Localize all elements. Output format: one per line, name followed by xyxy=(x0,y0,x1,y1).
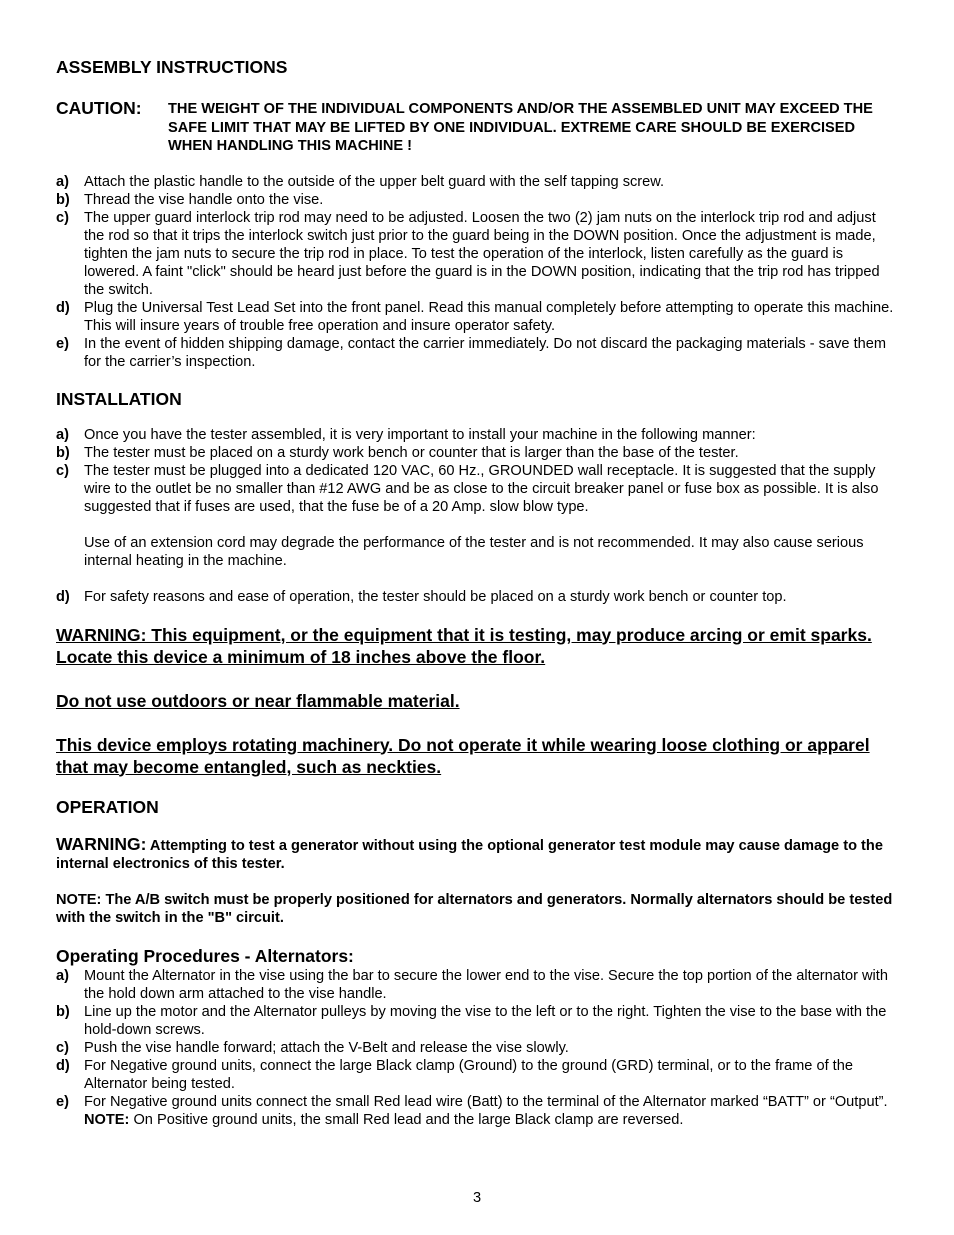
item-letter: a) xyxy=(56,173,69,190)
list-item xyxy=(56,191,898,209)
item-text: The tester must be placed on a sturdy work bench or counter that is larger than the base of the tester. xyxy=(84,444,739,461)
operation-heading: OPERATION xyxy=(56,796,159,817)
item-text: For Negative ground units, connect the large Black clamp (Ground) to the ground (GRD) terminal, or to the frame of the Alternator being tested. xyxy=(84,1057,853,1092)
list-item xyxy=(56,462,898,570)
operation-warning xyxy=(56,835,898,873)
ab-switch-note: NOTE: The A/B switch must be properly positioned for alternators and generators. Normally alternators should be tested with the switch in the "B" circuit. xyxy=(56,891,893,926)
procedures-heading: Operating Procedures - Alternators: xyxy=(56,945,354,966)
item-letter: b) xyxy=(56,444,70,461)
item-text: Line up the motor and the Alternator pulleys by moving the vise to the left or to the right. Tighten the vise to the base with the hold-down screws. xyxy=(84,1003,887,1038)
item-text xyxy=(84,1093,898,1129)
item-letter: a) xyxy=(56,426,69,443)
item-letter: c) xyxy=(56,1039,69,1056)
list-item xyxy=(56,173,898,191)
item-letter: e) xyxy=(56,335,69,352)
item-text: Thread the vise handle onto the vise. xyxy=(84,191,324,208)
list-item xyxy=(56,335,898,371)
installation-list xyxy=(56,426,898,606)
item-text xyxy=(84,462,898,570)
caution-text: THE WEIGHT OF THE INDIVIDUAL COMPONENTS AND/OR THE ASSEMBLED UNIT MAY EXCEED THE SAFE LIMIT THAT MAY BE LIFTED BY ONE INDIVIDUAL. EXTREME CARE SHOULD BE EXERCISED WHEN HANDLING THIS MACHINE ! xyxy=(168,101,873,154)
item-text-body: For Negative ground units connect the small Red lead wire (Batt) to the terminal of the Alternator marked “BATT” or “Output”. xyxy=(84,1093,888,1110)
caution-label: CAUTION: xyxy=(56,98,142,118)
item-text: In the event of hidden shipping damage, contact the carrier immediately. Do not discard the packaging materials - save them for the carrier’s inspection. xyxy=(84,335,887,370)
item-letter: b) xyxy=(56,1003,70,1020)
extension-cord-note: Use of an extension cord may degrade the performance of the tester and is not recommended. It may also cause serious internal heating in the machine. xyxy=(84,534,864,569)
warning-text: Attempting to test a generator without using the optional generator test module may cause damage to the internal electronics of this tester. xyxy=(56,837,883,872)
assembly-heading: ASSEMBLY INSTRUCTIONS xyxy=(56,57,288,77)
list-item xyxy=(56,1039,898,1057)
list-item xyxy=(56,444,898,462)
warning-outdoors: Do not use outdoors or near flammable material. xyxy=(56,690,460,711)
item-letter: b) xyxy=(56,191,70,208)
item-text: The upper guard interlock trip rod may need to be adjusted. Loosen the two (2) jam nuts on the interlock trip rod and adjust the rod so that it trips the interlock switch just prior to the guard being in the DOWN position. Once the adjustment is made, tighten the jam nuts to secure the trip rod in place. To test the operation of the interlock, listen carefully as the guard is lowered. A faint "click" should be heard just before the guard is in the DOWN position, indicating that the trip rod has tripped the switch. xyxy=(84,209,880,298)
item-letter: d) xyxy=(56,588,70,605)
item-text: Mount the Alternator in the vise using the bar to secure the lower end to the vise. Secure the top portion of the alternator with the hold down arm attached to the vise handle. xyxy=(84,967,888,1002)
page-number: 3 xyxy=(472,1190,482,1206)
item-letter: d) xyxy=(56,1057,70,1074)
polarity-note-text: On Positive ground units, the small Red lead and the large Black clamp are reversed. xyxy=(129,1111,684,1128)
installation-heading: INSTALLATION xyxy=(56,388,182,409)
list-item xyxy=(56,1093,898,1129)
list-item xyxy=(56,299,898,335)
item-text: Push the vise handle forward; attach the V-Belt and release the vise slowly. xyxy=(84,1039,569,1056)
warning-arcing: WARNING: This equipment, or the equipment that it is testing, may produce arcing or emit sparks. Locate this device a minimum of 18 inches above the floor. xyxy=(56,624,872,667)
item-letter: d) xyxy=(56,299,70,316)
list-item xyxy=(56,426,898,444)
item-letter: a) xyxy=(56,967,69,984)
polarity-note xyxy=(84,1111,898,1129)
item-letter: c) xyxy=(56,209,69,226)
list-item xyxy=(56,209,898,299)
item-text: For safety reasons and ease of operation, the tester should be placed on a sturdy work bench or counter top. xyxy=(84,588,787,605)
warning-rotating: This device employs rotating machinery. Do not operate it while wearing loose clothing or apparel that may become entangled, such as neckties. xyxy=(56,734,870,777)
assembly-list xyxy=(56,173,898,371)
item-text-body: The tester must be plugged into a dedicated 120 VAC, 60 Hz., GROUNDED wall receptacle. It is suggested that the supply wire to the outlet be no smaller than #12 AWG and be as close to the circuit breaker panel or fuse box as possible. It is also suggested that if fuses are used, that the fuse be of a 20 Amp. slow blow type. xyxy=(84,462,879,515)
item-letter: c) xyxy=(56,462,69,479)
item-text: Attach the plastic handle to the outside of the upper belt guard with the self tapping screw. xyxy=(84,173,665,190)
list-item xyxy=(56,588,898,606)
warning-label: WARNING: xyxy=(56,833,147,854)
list-item xyxy=(56,1003,898,1039)
list-item xyxy=(56,1057,898,1093)
item-letter: e) xyxy=(56,1093,69,1110)
item-text: Once you have the tester assembled, it is very important to install your machine in the following manner: xyxy=(84,426,756,443)
procedures-list xyxy=(56,967,898,1129)
polarity-note-label: NOTE: xyxy=(84,1111,130,1128)
list-item xyxy=(56,967,898,1003)
item-text: Plug the Universal Test Lead Set into the front panel. Read this manual completely before attempting to operate this machine. This will insure years of trouble free operation and insure operator safety. xyxy=(84,299,894,334)
caution-block xyxy=(56,97,898,156)
